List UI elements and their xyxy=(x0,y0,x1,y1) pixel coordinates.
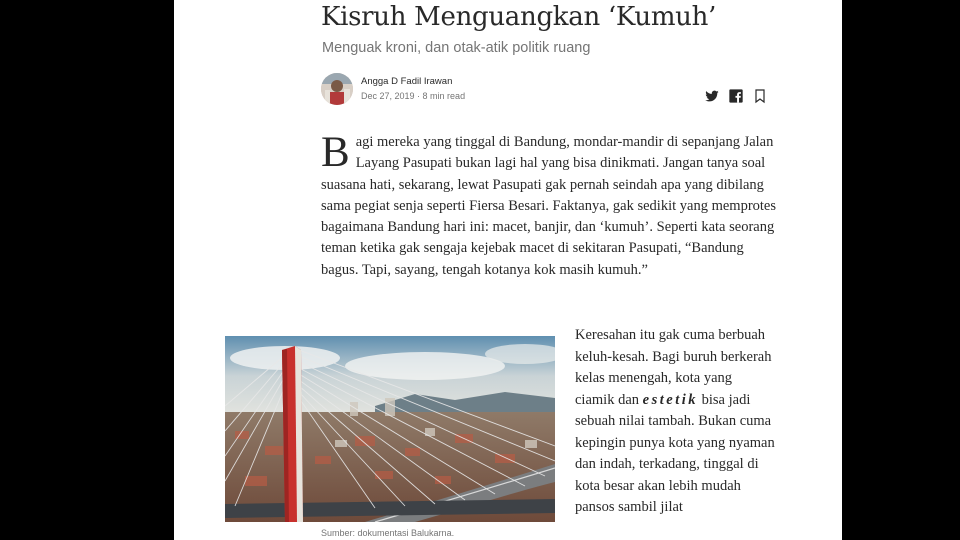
avatar-image xyxy=(321,73,353,105)
bookmark-icon[interactable] xyxy=(752,88,768,104)
article-title: Kisruh Menguangkan ‘Kumuh’ xyxy=(321,2,717,32)
author-name[interactable]: Angga D Fadil Irawan xyxy=(361,76,453,87)
author-avatar[interactable] xyxy=(321,73,353,105)
article-meta xyxy=(361,91,465,101)
intro-text: agi mereka yang tinggal di Bandung, mondar-mandir di sepanjang Jalan Layang Pasupati bukan lagi hal yang bisa dinikmati. Jangan tanya soal suasana hati, sekarang, lewat Pasupati gak pernah seindah apa yang dibilang sama pegiat senja seperti Fiersa Besari. Faktanya, gak sedikit yang memprotes bagaimana Bandung hari ini: macet, banjir, dan ‘kumuh’. Seperti kata seorang teman ketika gak sengaja kejebak macet di sekitaran Pasupati, “Bandung bagus. Tapi, sayang, tengah kotanya kok masih kumuh.” xyxy=(321,134,777,278)
bridge-photo xyxy=(225,336,555,522)
twitter-icon[interactable] xyxy=(704,88,720,104)
facebook-icon[interactable] xyxy=(728,88,744,104)
read-time: 8 min read xyxy=(422,91,466,101)
article-subtitle: Menguak kroni, dan otak-atik politik ruang xyxy=(322,40,591,56)
side-text-after: bisa jadi sebuah nilai tambah. Bukan cuma kepingin punya kota yang nyaman dan indah, terkadang, tinggal di kota besar akan lebih mudah pansos sambil jilat xyxy=(575,391,775,515)
article-page xyxy=(174,0,842,540)
side-paragraph xyxy=(575,325,775,519)
article-image[interactable] xyxy=(225,336,555,522)
image-caption: Sumber: dokumentasi Balukarna. xyxy=(321,528,455,538)
drop-cap: B xyxy=(321,129,350,176)
intro-paragraph xyxy=(321,129,777,281)
publish-date: Dec 27, 2019 xyxy=(361,91,415,101)
meta-separator: · xyxy=(414,91,423,101)
side-text-before: Keresahan itu gak cuma berbuah keluh-kesah. Bagi buruh berkerah kelas menengah, kota yang ciamik dan xyxy=(575,327,772,408)
emphasis-word: estetik xyxy=(642,391,699,408)
